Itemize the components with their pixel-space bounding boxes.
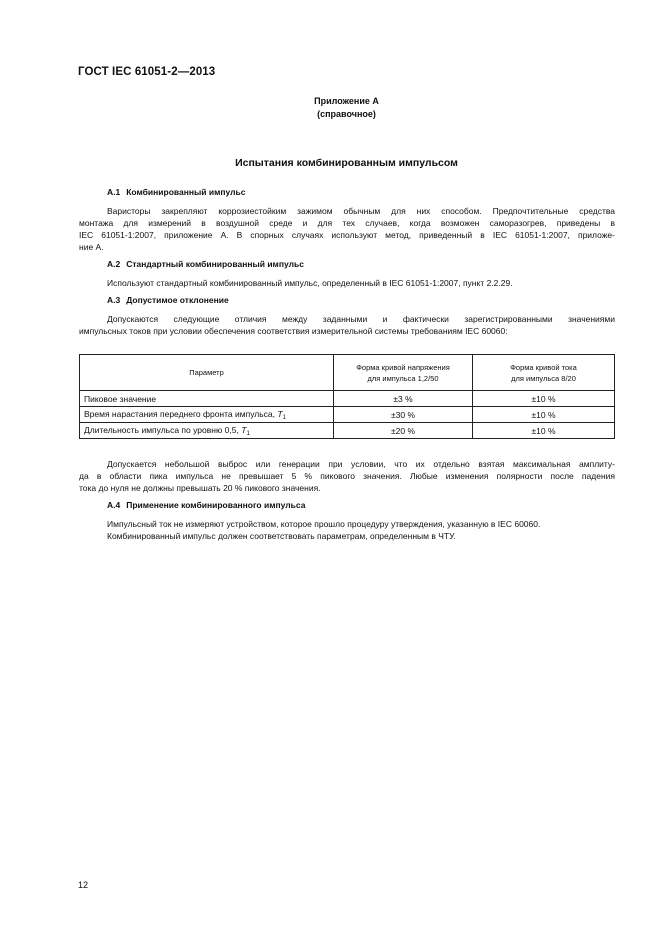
table-header-row bbox=[80, 355, 615, 391]
section-a1-heading bbox=[107, 187, 245, 197]
section-a3-heading bbox=[107, 295, 229, 305]
section-number: А.4 bbox=[107, 500, 121, 510]
voltage-tolerance-cell: ±30 % bbox=[334, 407, 473, 423]
section-a3-paragraph bbox=[79, 313, 615, 337]
section-number: А.1 bbox=[107, 187, 121, 197]
paragraph-line: Допускается небольшой выброс или генерации при условии, что их отдельно взятая максимальная амплиту- bbox=[107, 459, 615, 469]
section-a1-paragraph bbox=[79, 205, 615, 253]
section-a2-heading bbox=[107, 259, 304, 269]
header-parameter: Параметр bbox=[80, 355, 334, 391]
paragraph-line: монтажа для измерений в воздушной среде и для тех случаев, когда возможен саморазогрев, приведены в bbox=[79, 218, 615, 228]
annex-note: (справочное) bbox=[317, 109, 376, 119]
parameter-cell: Время нарастания переднего фронта импульса, $T_1$ bbox=[80, 407, 334, 423]
current-tolerance-cell: ±10 % bbox=[473, 423, 615, 439]
table-row bbox=[80, 391, 615, 407]
document-code: ГОСТ IEC 61051-2—2013 bbox=[78, 66, 216, 78]
paragraph-line: тока до нуля не должны превышать 20 % пикового значения. bbox=[79, 483, 321, 493]
main-title: Испытания комбинированным импульсом bbox=[235, 157, 458, 169]
section-a2-paragraph bbox=[79, 277, 615, 289]
current-tolerance-cell: ±10 % bbox=[473, 391, 615, 407]
section-title: Применение комбинированного импульса bbox=[126, 500, 306, 510]
header-current-waveform: Форма кривой тока для импульса 8/20 bbox=[473, 355, 615, 391]
voltage-tolerance-cell: ±3 % bbox=[334, 391, 473, 407]
section-number: А.2 bbox=[107, 259, 121, 269]
table-row bbox=[80, 407, 615, 423]
paragraph-line: Варисторы закрепляют коррозиестойким зажимом обычным для них способом. Предпочтительные средства bbox=[107, 206, 615, 216]
current-tolerance-cell: ±10 % bbox=[473, 407, 615, 423]
section-a3-after-paragraph bbox=[79, 458, 615, 494]
parameter-cell: Пиковое значение bbox=[80, 391, 334, 407]
header-voltage-waveform: Форма кривой напряжения для импульса 1,2/50 bbox=[334, 355, 473, 391]
paragraph-line: Импульсный ток не измеряют устройством, которое прошло процедуру утверждения, указанную в IEC 60060. bbox=[107, 519, 541, 529]
paragraph-line: Комбинированный импульс должен соответствовать параметрам, определенным в ЧТУ. bbox=[107, 531, 456, 541]
parameter-cell: Длительность импульса по уровню 0,5, $T_1$ bbox=[80, 423, 334, 439]
voltage-tolerance-cell: ±20 % bbox=[334, 423, 473, 439]
paragraph-line: да в области пика импульса не превышает 5 % пикового значения. Любые изменения полярности после падения bbox=[79, 471, 615, 481]
section-title: Допустимое отклонение bbox=[126, 295, 229, 305]
section-number: А.3 bbox=[107, 295, 121, 305]
section-title: Стандартный комбинированный импульс bbox=[126, 259, 304, 269]
section-title: Комбинированный импульс bbox=[126, 187, 246, 197]
paragraph-line: IEC 61051-1:2007, приложение А. В спорных случаях используют метод, приведенный в IEC 61051-1:2007, приложе- bbox=[79, 230, 615, 240]
paragraph-line: импульсных токов при условии обеспечения соответствия измерительной системы требованиям IEC 60060: bbox=[79, 326, 508, 336]
paragraph-line: ние А. bbox=[79, 242, 104, 252]
section-a4-heading bbox=[107, 500, 305, 510]
section-a4-paragraph bbox=[79, 518, 615, 542]
annex-title: Приложение А bbox=[314, 96, 379, 106]
page-number: 12 bbox=[78, 880, 89, 890]
tolerance-table bbox=[79, 354, 615, 439]
table-row bbox=[80, 423, 615, 439]
paragraph-line: Допускаются следующие отличия между заданными и фактически зарегистрированными значениями bbox=[107, 314, 615, 324]
paragraph-line: Используют стандартный комбинированный импульс, определенный в IEC 61051-1:2007, пункт 2.2.29. bbox=[107, 278, 513, 288]
